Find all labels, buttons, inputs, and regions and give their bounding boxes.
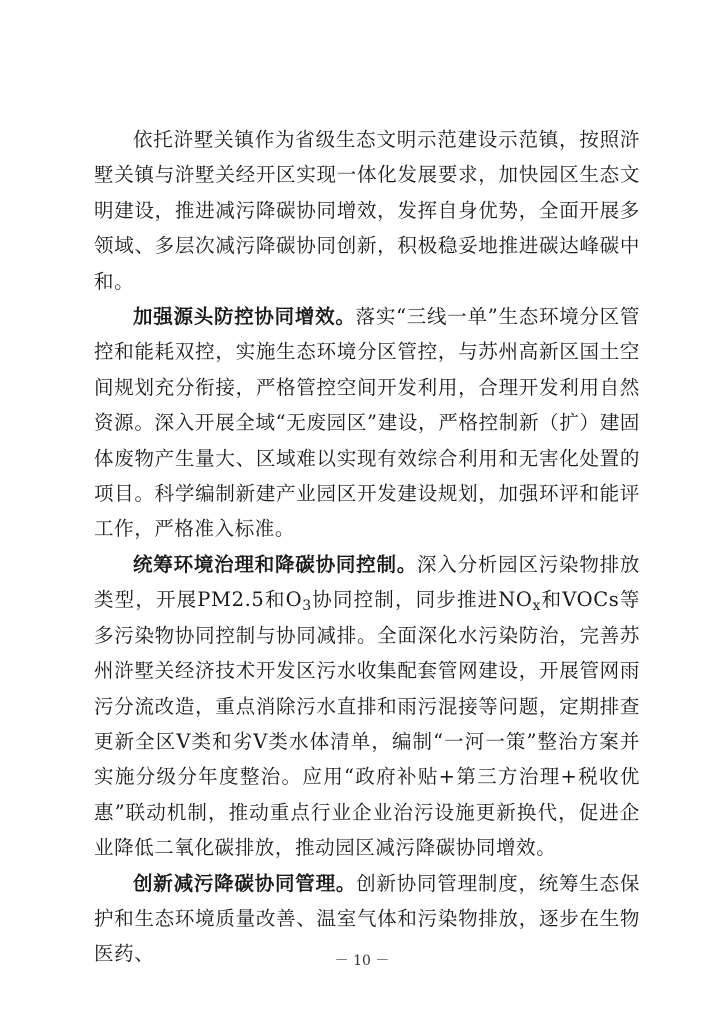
body-text: [94, 122, 640, 972]
heading-management: 创新减污降碳协同管理。: [133, 871, 357, 895]
paragraph-source-control-text: 落实“三线一单”生态环境分区管控和能耗双控，实施生态环境分区管控，与苏州高新区国土空间规划充分衔接，严格管控空间开发利用，合理开发利用自然资源。深入开展全域“无废园区”建设，严格控制新（扩）建固体废物产生量大、区域难以实现有效综合利用和无害化处置的项目。科学编制新建产业园区开发建设规划，加强环评和能评工作，严格准入标准。: [94, 305, 640, 541]
paragraph-pollution-control-text-c: 和VOCs等多污染物协同控制与协同减排。全面深化水污染防治，完善苏州浒墅关经济技术开发区污水收集配套管网建设，开展管网雨污分流改造，重点消除污水直排和雨污混接等问题，定期排查更新全区Ⅴ类和劣Ⅴ类水体清单，编制“一河一策”整治方案并实施分级分年度整治。应用“政府补贴+第三方治理+税收优惠”联动机制，推动重点行业企业治污设施更新换代，促进企业降低二氧化碳排放，推动园区减污降碳协同增效。: [94, 588, 640, 860]
paragraph-source-control: [94, 299, 640, 547]
heading-pollution-control: 统筹环境治理和降碳协同控制。: [133, 552, 418, 576]
subscript-ozone: 3: [302, 598, 312, 615]
paragraph-pollution-control: [94, 547, 640, 866]
page-number: － 10 －: [334, 953, 390, 969]
paragraph-pollution-control-text-a: 深入分析园区污染物排放类型，开展PM2.5和O: [94, 552, 640, 612]
paragraph-intro-text: 依托浒墅关镇作为省级生态文明示范建设示范镇，按照浒墅关镇与浒墅关经开区实现一体化发展要求，加快园区生态文明建设，推进减污降碳协同增效，发挥自身优势，全面开展多领域、多层次减污降碳协同创新，积极稳妥地推进碳达峰碳中和。: [94, 128, 640, 293]
paragraph-intro: [94, 122, 640, 299]
heading-source-control: 加强源头防控协同增效。: [133, 305, 356, 329]
paragraph-pollution-control-text-b: 协同控制，同步推进NO: [311, 588, 533, 612]
paragraph-management-text: 创新协同管理制度，统筹生态保护和生态环境质量改善、温室气体和污染物排放，逐步在生物医药、: [94, 871, 640, 966]
subscript-nox: x: [532, 598, 542, 615]
